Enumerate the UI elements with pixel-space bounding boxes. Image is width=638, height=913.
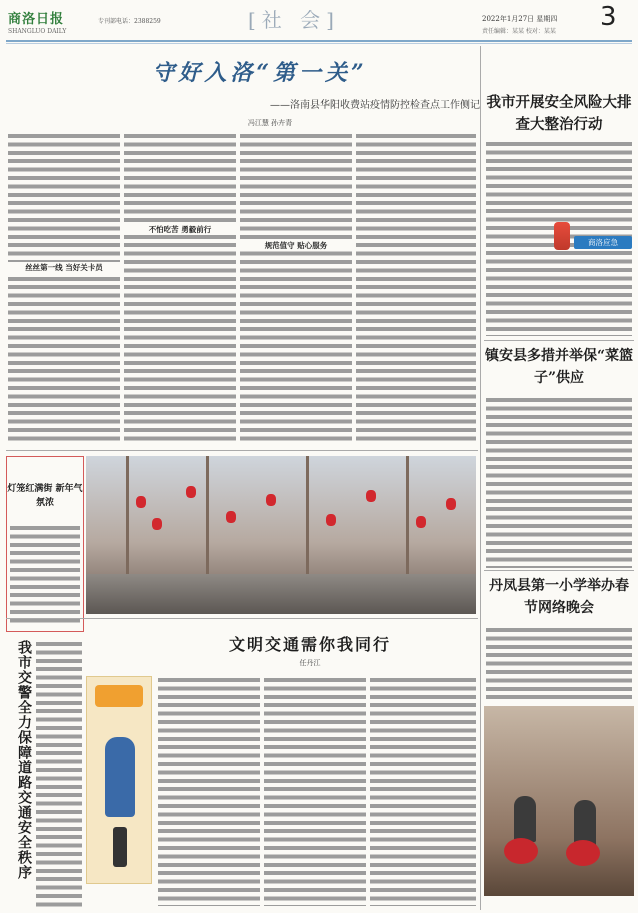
source-badge: 商洛应急	[574, 236, 632, 249]
body-text-placeholder	[486, 396, 632, 568]
left-story-body	[36, 640, 82, 908]
section-label: [社 会]	[248, 8, 340, 32]
traffic-cartoon-illustration	[86, 676, 152, 884]
traffic-body-col1	[158, 676, 260, 906]
body-text-placeholder	[8, 132, 120, 442]
traffic-body-col2	[264, 676, 366, 906]
right-story-3-body	[486, 626, 632, 702]
edition-info: 责任编辑：某某 校对：某某	[482, 28, 556, 35]
lead-subhead-1: 丝丝第一线 当好关卡员	[8, 262, 120, 273]
body-text-placeholder	[158, 676, 260, 906]
right-story-2-headline: 镇安县多措并举保“菜篮子”供应	[484, 348, 634, 386]
lead-subheadline: ——洛南县华阳收费站疫情防控检查点工作侧记	[270, 100, 480, 111]
drum-icon	[504, 838, 538, 864]
left-story-headline: 我市交警全力保障道路交通安全秩序	[16, 640, 32, 880]
traffic-body-col3	[370, 676, 476, 906]
traffic-officer-figure	[105, 737, 135, 817]
lantern-street-photo	[86, 456, 476, 614]
street-road	[86, 574, 476, 614]
photo-caption-body	[10, 524, 80, 624]
lantern-icon	[186, 486, 196, 498]
lead-body-col4	[356, 132, 476, 442]
lantern-icon	[152, 518, 162, 530]
performer-figure	[514, 796, 536, 842]
drummer-photo	[484, 706, 634, 896]
story-divider	[484, 570, 634, 571]
issue-info: 专刊部电话：2388259	[98, 18, 161, 25]
body-text-placeholder	[356, 132, 476, 442]
lead-subhead-3: 规范值守 贴心服务	[240, 240, 352, 251]
traffic-article-byline: 任丹江	[299, 659, 321, 667]
tree-branch	[126, 456, 129, 576]
page-number: 3	[600, 2, 617, 32]
body-text-placeholder	[264, 676, 366, 906]
body-text-placeholder	[370, 676, 476, 906]
fire-extinguisher-icon	[554, 222, 570, 250]
body-text-placeholder	[240, 132, 352, 442]
right-story-3-headline: 丹凤县第一小学举办春节网络晚会	[489, 578, 629, 616]
section-divider	[6, 618, 478, 619]
lantern-icon	[326, 514, 336, 526]
body-text-placeholder	[10, 524, 80, 624]
body-text-placeholder	[124, 132, 236, 442]
right-story-2-body	[486, 396, 632, 568]
sign-icon	[95, 685, 143, 707]
lead-body-col3	[240, 132, 352, 442]
newspaper-logo: 商洛日报	[8, 12, 65, 27]
section-divider	[6, 450, 478, 451]
lantern-icon	[266, 494, 276, 506]
story-divider	[484, 340, 634, 341]
masthead	[0, 0, 638, 44]
lantern-icon	[136, 496, 146, 508]
tree-branch	[206, 456, 209, 576]
photo-caption-title: 灯笼红满街 新年气氛浓	[7, 484, 83, 508]
drum-icon	[566, 840, 600, 866]
masthead-rule	[6, 40, 632, 42]
tree-branch	[406, 456, 409, 576]
lead-body-col1	[8, 132, 120, 442]
lantern-icon	[446, 498, 456, 510]
body-text-placeholder	[486, 626, 632, 702]
right-story-1-headline: 我市开展安全风险大排查大整治行动	[486, 94, 632, 133]
lead-subhead-2: 不怕吃苦 勇毅前行	[124, 224, 236, 235]
tree-branch	[306, 456, 309, 576]
lead-byline: 冯江慧 孙卉青	[247, 119, 293, 127]
masthead-subrule	[6, 43, 632, 44]
lead-body-col2	[124, 132, 236, 442]
publication-date: 2022年1月27日 星期四	[482, 15, 558, 23]
newspaper-logo-sub: SHANGLUO DAILY	[8, 28, 67, 35]
lantern-icon	[416, 516, 426, 528]
traffic-article-headline: 文明交通需你我同行	[228, 635, 391, 654]
lantern-icon	[366, 490, 376, 502]
lead-headline: 守好入洛“第一关”	[152, 60, 368, 86]
column-divider	[480, 46, 481, 910]
traffic-light-icon	[113, 827, 127, 867]
body-text-placeholder	[36, 640, 82, 908]
lantern-icon	[226, 511, 236, 523]
